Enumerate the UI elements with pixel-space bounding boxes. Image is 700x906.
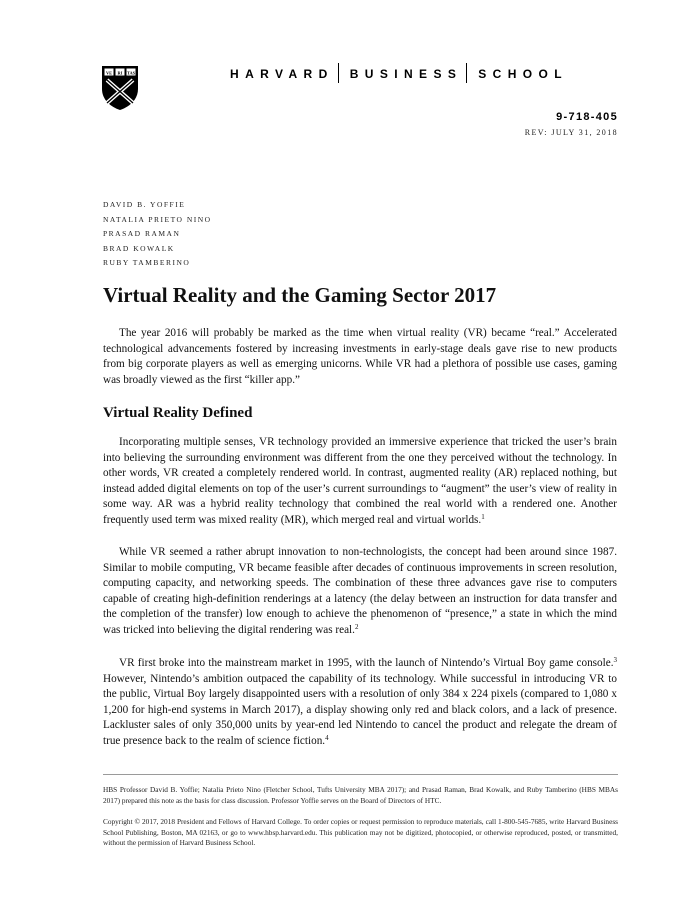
body-paragraph bbox=[103, 545, 617, 639]
author-name: RUBY TAMBERINO bbox=[103, 258, 191, 268]
shield-text-ve: VE bbox=[105, 70, 113, 76]
author-list bbox=[103, 198, 212, 271]
case-number: 9-718-405 bbox=[556, 111, 618, 123]
institution-word-school: SCHOOL bbox=[478, 67, 568, 81]
paragraph-text: While VR seemed a rather abrupt innovation to non-technologists, the concept had been around since 1987. Similar to mobile computing, VR became feasible after decades of continuous improvements in screen resolution, computing capacity, and networking speeds. The combination of these three advances gave rise to computers capable of creating high-definition renderings at a latency (the delay between an instruction for data transfer and the completion of the transfer) low enough to achieve the phenomenon of “presence,” a state in which the mind was tricked into believing the digital rendering was real. bbox=[103, 546, 617, 636]
authors-footnote: HBS Professor David B. Yoffie; Natalia Prieto Nino (Fletcher School, Tufts University MBA 2017); and Prasad Raman, Brad Kowalk, and Ruby Tamberino (HBS MBAs 2017) prepared this note as the basis for class discussion. Professor Yoffie serves on the Board of Directors of HTC. bbox=[103, 785, 618, 805]
author-name: BRAD KOWALK bbox=[103, 243, 175, 253]
footnote-ref: 2 bbox=[354, 622, 359, 631]
institution-word-harvard: HARVARD bbox=[230, 67, 334, 81]
institution-word-business: BUSINESS bbox=[349, 67, 463, 81]
copyright-notice: Copyright © 2017, 2018 President and Fellows of Harvard College. To order copies or request permission to reproduce materials, call 1-800-545-7685, write Harvard Business School Publishing, Boston, MA 02163, or go to www.hbsp.harvard.edu. This publication may not be digitized, photocopied, or otherwise reproduced, posted, or transmitted, without the permission of Harvard Business School. bbox=[103, 817, 618, 848]
paragraph-text: Incorporating multiple senses, VR technology provided an immersive experience that tricked the user’s brain into believing the surrounding environment was different from the one they perceived without the technology. In other words, VR created a completely rendered world. In contrast, augmented reality (AR) replaced nothing, but instead added digital elements on top of the user’s current surroundings to “augment” the user’s view of reality in some way. AR was a hybrid reality technology that combined the real world with a rendered one. Another frequently used term was mixed reality (MR), which merged real and virtual worlds. bbox=[103, 436, 617, 526]
harvard-shield-icon bbox=[101, 65, 139, 111]
footnote-ref: 1 bbox=[481, 512, 485, 521]
author-name: DAVID B. YOFFIE bbox=[103, 200, 186, 209]
footnote-divider bbox=[103, 774, 618, 775]
footnote-ref: 3 bbox=[613, 656, 617, 664]
revision-date: REV: JULY 31, 2018 bbox=[524, 128, 618, 137]
body-paragraph bbox=[103, 435, 617, 529]
case-title: Virtual Reality and the Gaming Sector 2017 bbox=[103, 283, 497, 307]
author-name: NATALIA PRIETO NINO bbox=[103, 214, 212, 224]
footnote-ref: 4 bbox=[325, 733, 329, 742]
title-divider bbox=[466, 63, 467, 83]
paragraph-text: VR first broke into the mainstream market in 1995, with the launch of Nintendo’s Virtual Boy game console. bbox=[119, 657, 614, 669]
body-paragraph bbox=[103, 656, 617, 750]
intro-paragraph: The year 2016 will probably be marked as the time when virtual reality (VR) became “real.” Accelerated technological advancements fostered by increasing investments in early-stage deals gave rise to new products from big corporate players as well as emerging unicorns. While VR had a plethora of possible use cases, gaming was broadly viewed as the first “killer app.” bbox=[103, 327, 617, 386]
paragraph-text: However, Nintendo’s ambition outpaced the capability of its technology. While successful in introducing VR to the public, Virtual Boy largely disappointed users with a resolution of only 384 x 224 pixels (compared to 1,080 x 1,200 for high-end systems in March 2017), a display showing only red and black colors, and a lack of presence. Lackluster sales of only 350,000 units by year-end led Nintendo to cancel the product and relegate the dream of true presence back to the realm of science fiction. bbox=[103, 672, 617, 747]
shield-text-tas: TAS bbox=[126, 70, 136, 76]
section-heading: Virtual Reality Defined bbox=[103, 405, 253, 421]
institution-name bbox=[230, 63, 630, 81]
author-name: PRASAD RAMAN bbox=[103, 229, 181, 239]
title-divider bbox=[338, 63, 339, 83]
shield-text-ri: RI bbox=[117, 70, 123, 76]
